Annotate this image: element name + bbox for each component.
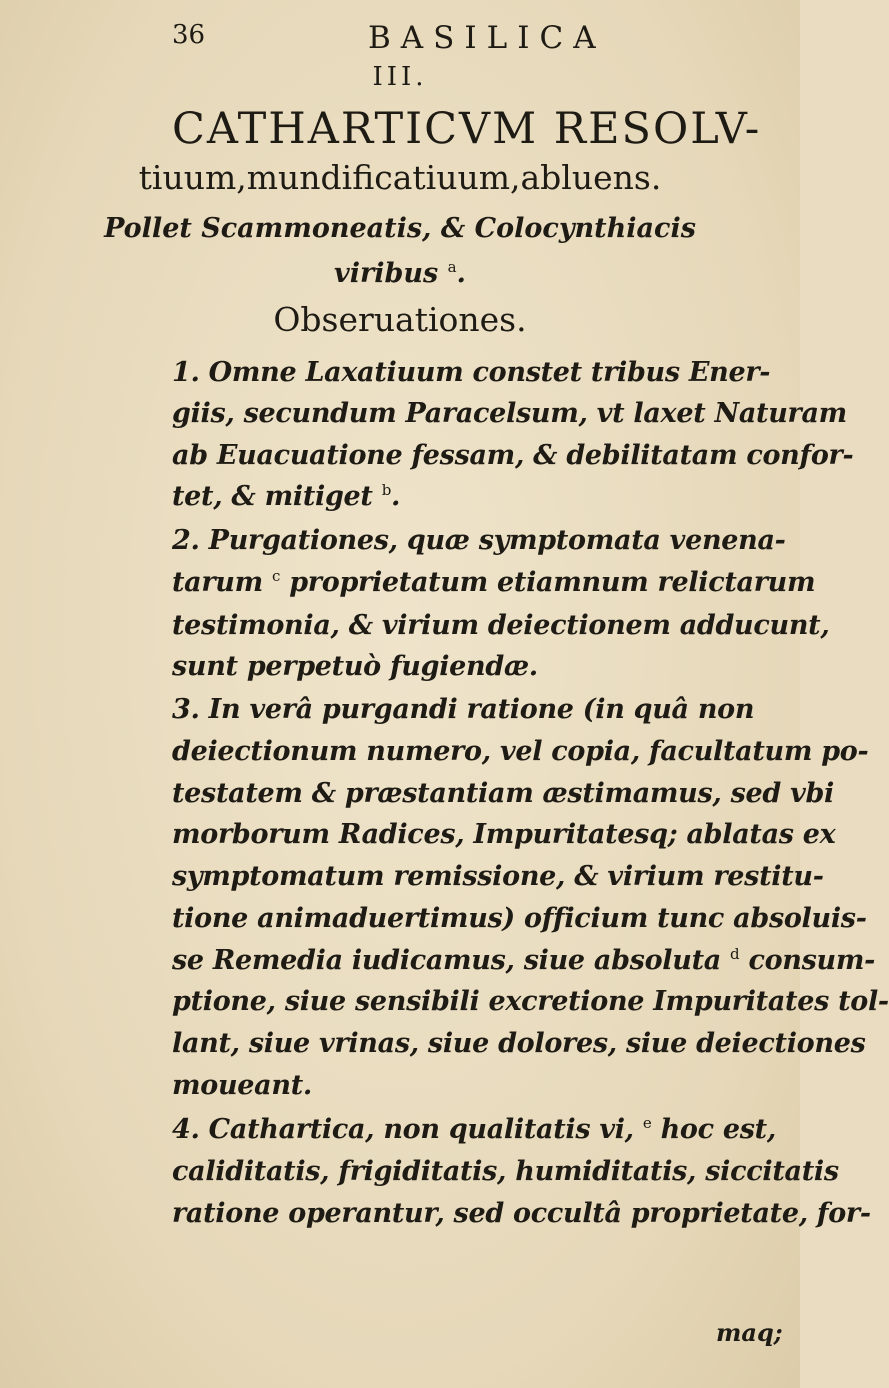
- section-number: III.: [372, 62, 428, 92]
- body-line: [172, 986, 889, 1017]
- body-line: [172, 525, 786, 556]
- body-line: [172, 610, 829, 641]
- body-line: [172, 567, 815, 598]
- catchword: maq;: [716, 1318, 783, 1347]
- lemma-line-2: [0, 258, 800, 289]
- lemma-end: .: [456, 258, 466, 289]
- body-line: [172, 1028, 865, 1059]
- lemma-text: viribus: [334, 258, 439, 289]
- line-text-continued: consum-: [739, 945, 876, 976]
- observations-heading: Obseruationes.: [273, 300, 527, 339]
- footnote-marker: e: [642, 1114, 652, 1132]
- line-text: ratione operantur, sed occultâ proprietate, for-: [172, 1198, 871, 1229]
- line-text: symptomatum remissione, & virium restitu-: [172, 861, 824, 892]
- body-line: [172, 440, 853, 471]
- running-title: BASILICA: [368, 20, 606, 56]
- lemma-line-1: Pollet Scammoneatis, & Colocynthiacis: [104, 213, 696, 244]
- line-text: caliditatis, frigiditatis, humiditatis, siccitatis: [172, 1156, 839, 1187]
- body-line: [172, 398, 847, 429]
- line-text: morborum Radices, Impuritatesq; ablatas ex: [172, 819, 836, 850]
- body-line: [172, 1114, 776, 1145]
- line-text: lant, siue vrinas, siue dolores, siue deiectiones: [172, 1028, 866, 1059]
- section-title-line-1: CATHARTICVM RESOLV-: [172, 104, 762, 154]
- line-text-continued: .: [391, 481, 401, 512]
- line-text-continued: proprietatum etiamnum relictarum: [280, 567, 816, 598]
- body-line: [172, 778, 834, 809]
- line-text: ptione, siue sensibili excretione Impuritates tol-: [172, 986, 889, 1017]
- page-number: 36: [172, 20, 206, 50]
- line-text: testatem & præstantiam æstimamus, sed vbi: [172, 778, 834, 809]
- line-text: ab Euacuatione fessam, & debilitatam confor-: [172, 440, 854, 471]
- body-line: [172, 945, 875, 976]
- footnote-marker: b: [381, 481, 392, 499]
- body-line: [172, 1070, 312, 1101]
- line-text: tione animaduertimus) officium tunc absoluis-: [172, 903, 867, 934]
- line-text-continued: hoc est,: [651, 1114, 776, 1145]
- section-title-line-2: tiuum,mundificatiuum,abluens.: [138, 158, 662, 197]
- line-text: testimonia, & virium deiectionem adducunt,: [172, 610, 830, 641]
- body-line: [172, 651, 538, 682]
- line-text: 2. Purgationes, quæ symptomata venena-: [172, 525, 786, 556]
- body-line: [172, 1156, 839, 1187]
- line-text: 3. In verâ purgandi ratione (in quâ non: [172, 694, 755, 725]
- line-text: tet, & mitiget: [172, 481, 373, 512]
- line-text: moueant.: [172, 1070, 312, 1101]
- body-line: [172, 736, 868, 767]
- body-line: [172, 481, 400, 512]
- body-line: [172, 357, 770, 388]
- footnote-marker: a: [447, 258, 457, 276]
- line-text: giis, secundum Paracelsum, vt laxet Naturam: [172, 398, 847, 429]
- line-text: tarum: [172, 567, 263, 598]
- body-line: [172, 903, 867, 934]
- line-text: deiectionum numero, vel copia, facultatum po-: [172, 736, 869, 767]
- body-line: [172, 694, 754, 725]
- line-text: sunt perpetuò fugiendæ.: [172, 651, 538, 682]
- line-text: se Remedia iudicamus, siue absoluta: [172, 945, 721, 976]
- body-line: [172, 819, 835, 850]
- line-text: 1. Omne Laxatiuum constet tribus Ener-: [172, 357, 771, 388]
- body-line: [172, 1198, 871, 1229]
- footnote-marker: d: [730, 945, 740, 963]
- body-line: [172, 861, 824, 892]
- line-text: 4. Cathartica, non qualitatis vi,: [172, 1114, 634, 1145]
- footnote-marker: c: [272, 567, 281, 585]
